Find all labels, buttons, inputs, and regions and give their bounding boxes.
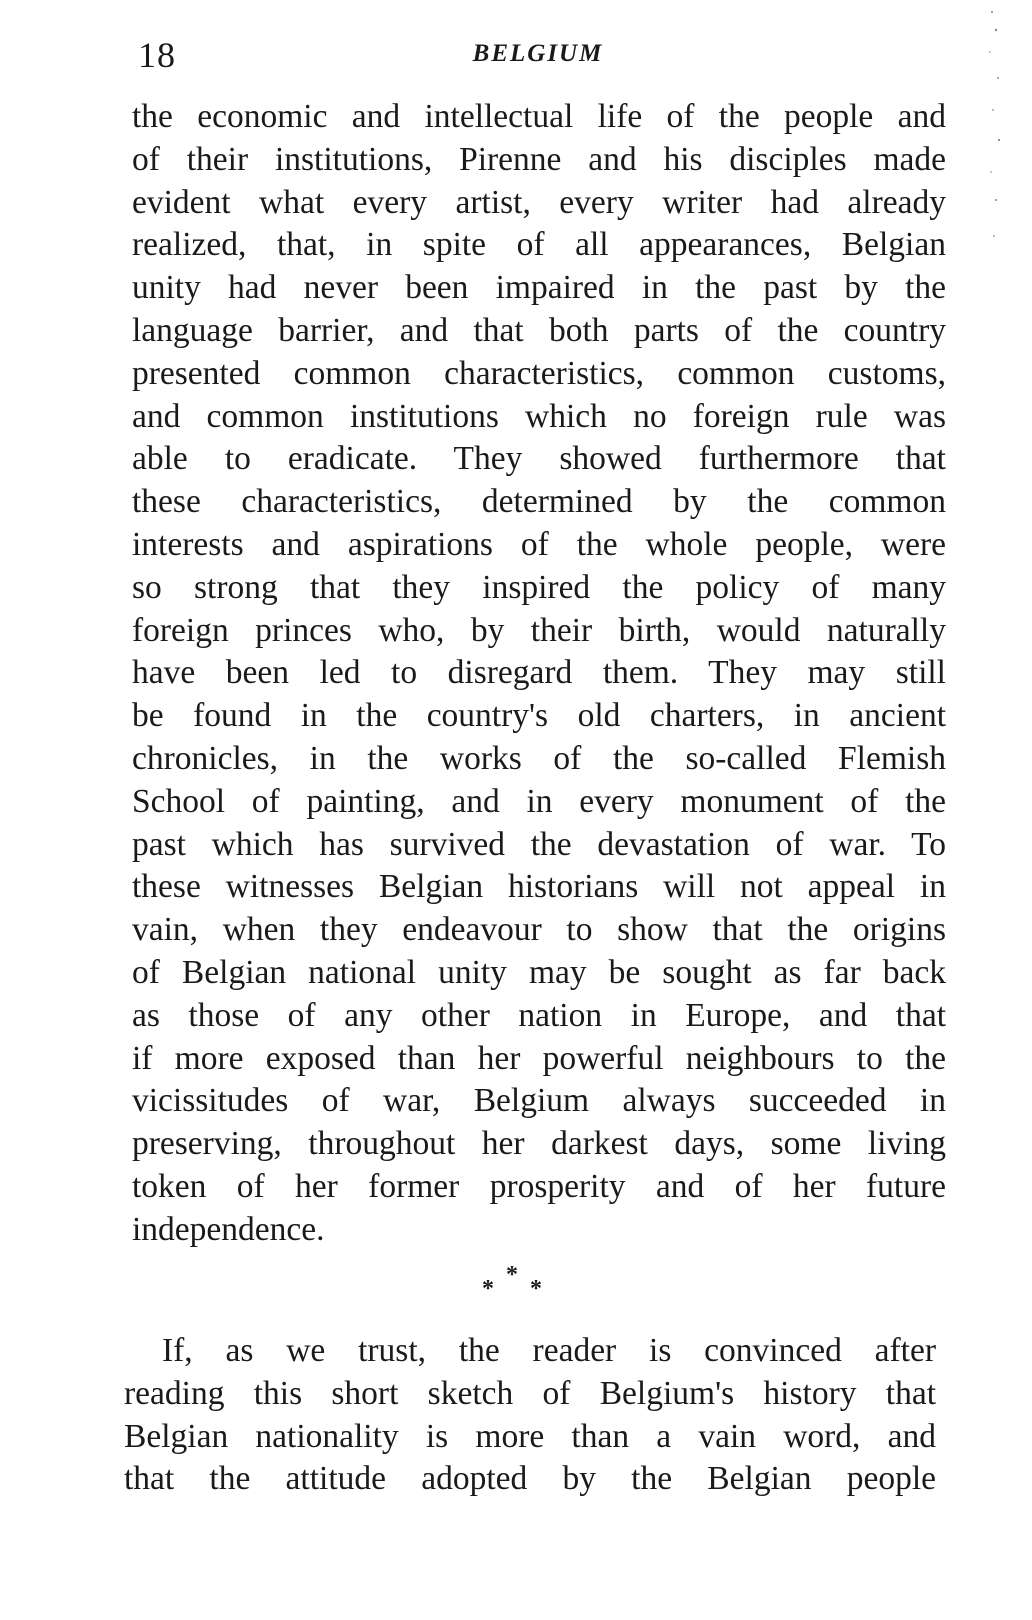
- asterism-star: *: [530, 1276, 542, 1302]
- section-break-asterism: [468, 1262, 568, 1302]
- text-line: if more exposed than her powerful neighbours to the: [132, 1039, 946, 1077]
- text-line: token of her former prosperity and of her future: [132, 1167, 946, 1205]
- page-number: 18: [138, 35, 176, 75]
- text-line: foreign princes who, by their birth, would naturally: [132, 611, 946, 649]
- text-line: these witnesses Belgian historians will not appeal in: [132, 868, 946, 906]
- text-line: of Belgian national unity may be sought as far back: [132, 953, 946, 991]
- page-edge-speckle: [984, 0, 1014, 260]
- text-line: reading this short sketch of Belgium's history that: [124, 1374, 936, 1412]
- text-line: that the attitude adopted by the Belgian people: [124, 1460, 936, 1498]
- text-line: these characteristics, determined by the common: [132, 483, 946, 521]
- text-line: vicissitudes of war, Belgium always succeeded in: [132, 1082, 946, 1120]
- text-line: interests and aspirations of the whole people, were: [132, 525, 946, 563]
- text-line: able to eradicate. They showed furthermore that: [132, 440, 946, 478]
- text-line: so strong that they inspired the policy of many: [132, 568, 946, 606]
- text-line: evident what every artist, every writer had already: [132, 183, 946, 221]
- text-line: realized, that, in spite of all appearances, Belgian: [132, 226, 946, 264]
- text-line: language barrier, and that both parts of the country: [132, 311, 946, 349]
- asterism-star: *: [482, 1276, 494, 1302]
- text-line: presented common characteristics, common customs,: [132, 354, 946, 392]
- text-line: as those of any other nation in Europe, and that: [132, 996, 946, 1034]
- text-line: have been led to disregard them. They may still: [132, 654, 946, 692]
- text-line: School of painting, and in every monument of the: [132, 782, 946, 820]
- page-header: [128, 30, 948, 80]
- text-line: of their institutions, Pirenne and his disciples made: [132, 140, 946, 178]
- text-line: independence.: [132, 1210, 325, 1248]
- paragraph-2: [124, 1330, 936, 1501]
- paragraph-1: [132, 96, 946, 1252]
- text-line: If, as we trust, the reader is convinced after: [162, 1332, 936, 1369]
- text-line: be found in the country's old charters, in ancient: [132, 697, 946, 735]
- text-line: and common institutions which no foreign rule was: [132, 397, 946, 435]
- text-line: Belgian nationality is more than a vain word, and: [124, 1417, 936, 1455]
- text-line: preserving, throughout her darkest days, some living: [132, 1125, 946, 1163]
- text-line: chronicles, in the works of the so-called Flemish: [132, 739, 946, 777]
- running-title: BELGIUM: [472, 40, 604, 67]
- text-line: unity had never been impaired in the past by the: [132, 269, 946, 307]
- text-line: the economic and intellectual life of the people and: [132, 98, 946, 135]
- text-line: vain, when they endeavour to show that the origins: [132, 911, 946, 949]
- text-line: past which has survived the devastation of war. To: [132, 825, 946, 863]
- asterism-star: *: [506, 1262, 518, 1288]
